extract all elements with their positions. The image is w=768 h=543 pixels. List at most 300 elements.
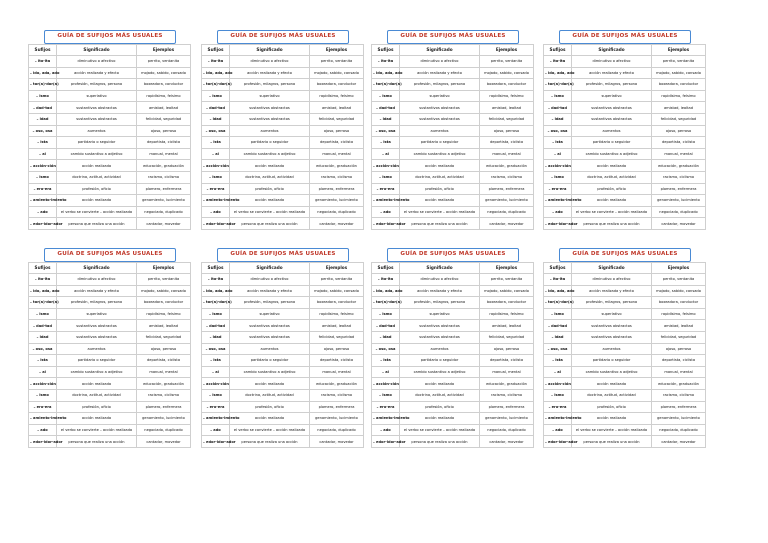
examples-cell: genamiento, lucimiento (652, 195, 706, 207)
header-meaning: Significado (230, 45, 310, 56)
examples-cell: boxeadora, conductor (137, 79, 191, 91)
examples-cell: felicidad, seguridad (652, 331, 706, 343)
meaning-cell: aumentos (230, 125, 310, 137)
examples-cell: boxeadora, conductor (480, 297, 534, 309)
meaning-cell: superlativo (572, 90, 652, 102)
meaning-cell: acción realizada (572, 378, 652, 390)
examples-cell: plomero, enfermera (310, 401, 364, 413)
suffix-cell: – ido, ada, ado (29, 285, 57, 297)
table-row (29, 389, 191, 401)
examples-cell: amistad, lealtad (310, 320, 364, 332)
meaning-cell: sustantivos abstractos (230, 320, 310, 332)
suffix-table (543, 44, 706, 230)
examples-cell: cantador, movedor (480, 436, 534, 448)
header-suffixes: Sufijos (372, 263, 400, 274)
table-row (29, 195, 191, 207)
meaning-cell: aumentos (230, 343, 310, 355)
meaning-cell: sustantivos abstractos (57, 320, 137, 332)
table-header-row (29, 45, 191, 56)
table-row (372, 297, 534, 309)
meaning-cell: diminutivo o afectivo (57, 274, 137, 286)
suffix-cell: – ido, ada, ado (544, 67, 572, 79)
table-row (29, 413, 191, 425)
suffix-guide-card (371, 248, 533, 445)
table-row (202, 171, 364, 183)
table-row (29, 378, 191, 390)
table-row (544, 125, 706, 137)
examples-cell: educación, graduación (480, 160, 534, 172)
header-examples: Ejemplos (652, 45, 706, 56)
table-row (544, 148, 706, 160)
header-suffixes: Sufijos (202, 45, 230, 56)
meaning-cell: cambio sustantivo a adjetivo (230, 366, 310, 378)
suffix-cell: – dad-tad (202, 102, 230, 114)
meaning-cell: sustantivos abstractos (57, 102, 137, 114)
examples-cell: racismo, ciclismo (137, 171, 191, 183)
suffix-cell: – ado (544, 206, 572, 218)
suffix-cell: – al (202, 148, 230, 160)
examples-cell: mojado, sabido, cansado (137, 67, 191, 79)
table-row (29, 56, 191, 68)
meaning-cell: aumentos (400, 125, 480, 137)
meaning-cell: cambio sustantivo a adjetivo (230, 148, 310, 160)
table-row (544, 401, 706, 413)
examples-cell: racismo, ciclismo (652, 171, 706, 183)
examples-cell: deportista, ciclista (652, 137, 706, 149)
suffix-cell: – ido, ada, ado (372, 285, 400, 297)
suffix-cell: – idad (202, 331, 230, 343)
examples-cell: plomero, enfermera (137, 183, 191, 195)
header-suffixes: Sufijos (544, 263, 572, 274)
suffix-guide-card (543, 30, 705, 227)
guide-title: GUÍA DE SUFIJOS MÁS USUALES (44, 30, 176, 44)
examples-cell: plomero, enfermera (310, 183, 364, 195)
header-examples: Ejemplos (310, 45, 364, 56)
examples-cell: deportista, ciclista (310, 355, 364, 367)
meaning-cell: partidario o seguidor (572, 355, 652, 367)
header-meaning: Significado (572, 263, 652, 274)
examples-cell: perrito, ventanita (310, 56, 364, 68)
suffix-cell: – ismo (29, 171, 57, 183)
table-row (29, 148, 191, 160)
table-row (202, 113, 364, 125)
meaning-cell: persona que realiza una acción (400, 218, 480, 230)
suffix-cell: – ero-era (372, 183, 400, 195)
meaning-cell: diminutivo o afectivo (572, 274, 652, 286)
suffix-cell: – ismo (29, 389, 57, 401)
meaning-cell: sustantivos abstractos (400, 320, 480, 332)
suffix-cell: – tor(a)-dor(a) (544, 79, 572, 91)
examples-cell: educación, graduación (137, 160, 191, 172)
suffix-guide-card (28, 248, 190, 445)
meaning-cell: sustantivos abstractos (400, 113, 480, 125)
meaning-cell: acción realizada (230, 413, 310, 425)
suffix-cell: – ado (544, 424, 572, 436)
examples-cell: mojado, sabido, cansado (652, 67, 706, 79)
examples-cell: educación, graduación (480, 378, 534, 390)
meaning-cell: diminutivo o afectivo (230, 274, 310, 286)
examples-cell: genamiento, lucimiento (137, 413, 191, 425)
examples-cell: ojoso, perroso (137, 125, 191, 137)
meaning-cell: aumentos (572, 343, 652, 355)
table-row (372, 436, 534, 448)
examples-cell: manual, mental (480, 366, 534, 378)
meaning-cell: profesión, oficio (230, 401, 310, 413)
examples-cell: amistad, lealtad (310, 102, 364, 114)
suffix-cell: – edor-idor-ador (544, 436, 572, 448)
table-header-row (202, 263, 364, 274)
meaning-cell: doctrina, actitud, actividad (230, 389, 310, 401)
table-row (544, 79, 706, 91)
suffix-cell: – ito-ita (29, 274, 57, 286)
table-row (372, 331, 534, 343)
suffix-cell: – ista (29, 137, 57, 149)
meaning-cell: acción realizada y efecto (57, 285, 137, 297)
header-meaning: Significado (572, 45, 652, 56)
header-examples: Ejemplos (480, 263, 534, 274)
examples-cell: rapidísimo, feísimo (652, 90, 706, 102)
suffix-cell: – ido, ada, ado (544, 285, 572, 297)
suffix-table (371, 262, 534, 448)
suffix-cell: – dad-tad (29, 102, 57, 114)
meaning-cell: acción realizada (230, 378, 310, 390)
meaning-cell: cambio sustantivo a adjetivo (57, 366, 137, 378)
table-row (372, 424, 534, 436)
meaning-cell: aumentos (572, 125, 652, 137)
meaning-cell: profesión, oficio (400, 183, 480, 195)
header-suffixes: Sufijos (202, 263, 230, 274)
suffix-cell: – ismo (202, 389, 230, 401)
meaning-cell: superlativo (230, 308, 310, 320)
suffix-cell: – ado (372, 206, 400, 218)
meaning-cell: diminutivo o afectivo (572, 56, 652, 68)
suffix-cell: – ista (202, 355, 230, 367)
table-row (372, 102, 534, 114)
suffix-cell: – dad-tad (372, 320, 400, 332)
examples-cell: negociado, duplicado (137, 424, 191, 436)
meaning-cell: profesión, oficio (572, 183, 652, 195)
suffix-cell: – ista (544, 355, 572, 367)
header-examples: Ejemplos (137, 45, 191, 56)
suffix-cell: – ismo (372, 171, 400, 183)
suffix-cell: – acción-ción (372, 378, 400, 390)
examples-cell: genamiento, lucimiento (480, 413, 534, 425)
meaning-cell: el verbo se convierte – acción realizada (57, 206, 137, 218)
table-row (202, 424, 364, 436)
suffix-cell: – ismo (544, 171, 572, 183)
suffix-table (371, 44, 534, 230)
meaning-cell: superlativo (572, 308, 652, 320)
examples-cell: felicidad, seguridad (137, 113, 191, 125)
examples-cell: rapidísimo, feísimo (310, 308, 364, 320)
suffix-cell: – idad (544, 331, 572, 343)
examples-cell: rapidísimo, feísimo (137, 90, 191, 102)
suffix-cell: – oso, osa (202, 125, 230, 137)
examples-cell: manual, mental (480, 148, 534, 160)
examples-cell: felicidad, seguridad (652, 113, 706, 125)
meaning-cell: superlativo (230, 90, 310, 102)
meaning-cell: aumentos (400, 343, 480, 355)
suffix-cell: – acción-ción (544, 378, 572, 390)
meaning-cell: doctrina, actitud, actividad (57, 389, 137, 401)
suffix-cell: – amiento-imiento (372, 413, 400, 425)
examples-cell: amistad, lealtad (652, 102, 706, 114)
header-examples: Ejemplos (137, 263, 191, 274)
suffix-cell: – amiento-imiento (544, 195, 572, 207)
suffix-cell: – tor(a)-dor(a) (372, 297, 400, 309)
guide-title: GUÍA DE SUFIJOS MÁS USUALES (559, 248, 691, 262)
meaning-cell: acción realizada (400, 160, 480, 172)
examples-cell: plomero, enfermera (137, 401, 191, 413)
meaning-cell: acción realizada (400, 195, 480, 207)
table-row (372, 285, 534, 297)
table-row (202, 218, 364, 230)
meaning-cell: superlativo (57, 90, 137, 102)
meaning-cell: acción realizada (572, 160, 652, 172)
examples-cell: manual, mental (137, 366, 191, 378)
table-row (202, 148, 364, 160)
table-row (29, 218, 191, 230)
examples-cell: boxeadora, conductor (652, 79, 706, 91)
meaning-cell: partidario o seguidor (230, 137, 310, 149)
meaning-cell: el verbo se convierte – acción realizada (400, 206, 480, 218)
suffix-cell: – edor-idor-ador (29, 218, 57, 230)
suffix-cell: – ista (202, 137, 230, 149)
table-row (544, 355, 706, 367)
table-row (202, 67, 364, 79)
examples-cell: plomero, enfermera (480, 401, 534, 413)
table-header-row (544, 45, 706, 56)
examples-cell: mojado, sabido, cansado (137, 285, 191, 297)
table-header-row (29, 263, 191, 274)
suffix-cell: – ero-era (202, 183, 230, 195)
meaning-cell: profesión, milagros, persona (400, 297, 480, 309)
meaning-cell: diminutivo o afectivo (57, 56, 137, 68)
meaning-cell: acción realizada y efecto (57, 67, 137, 79)
table-row (29, 160, 191, 172)
table-row (29, 331, 191, 343)
examples-cell: perrito, ventanita (652, 274, 706, 286)
examples-cell: racismo, ciclismo (310, 171, 364, 183)
suffix-cell: – ismo (372, 90, 400, 102)
table-row (29, 355, 191, 367)
suffix-cell: – ado (29, 424, 57, 436)
table-row (372, 195, 534, 207)
examples-cell: amistad, lealtad (137, 320, 191, 332)
meaning-cell: persona que realiza una acción (572, 436, 652, 448)
guide-title: GUÍA DE SUFIJOS MÁS USUALES (217, 248, 349, 262)
table-header-row (202, 45, 364, 56)
suffix-cell: – ado (372, 424, 400, 436)
meaning-cell: profesión, milagros, persona (572, 297, 652, 309)
examples-cell: mojado, sabido, cansado (652, 285, 706, 297)
meaning-cell: cambio sustantivo a adjetivo (57, 148, 137, 160)
suffix-cell: – ito-ita (202, 274, 230, 286)
suffix-cell: – acción-ción (29, 378, 57, 390)
table-row (544, 274, 706, 286)
suffix-cell: – ismo (202, 171, 230, 183)
examples-cell: manual, mental (652, 366, 706, 378)
suffix-cell: – ismo (29, 90, 57, 102)
examples-cell: deportista, ciclista (137, 355, 191, 367)
meaning-cell: profesión, milagros, persona (230, 297, 310, 309)
table-row (544, 90, 706, 102)
header-suffixes: Sufijos (544, 45, 572, 56)
suffix-cell: – idad (202, 113, 230, 125)
examples-cell: negociado, duplicado (652, 206, 706, 218)
meaning-cell: superlativo (57, 308, 137, 320)
suffix-cell: – ero-era (29, 183, 57, 195)
header-suffixes: Sufijos (372, 45, 400, 56)
meaning-cell: profesión, milagros, persona (230, 79, 310, 91)
examples-cell: amistad, lealtad (480, 102, 534, 114)
table-row (29, 125, 191, 137)
header-meaning: Significado (57, 45, 137, 56)
meaning-cell: doctrina, actitud, actividad (400, 389, 480, 401)
examples-cell: educación, graduación (652, 378, 706, 390)
suffix-cell: – al (29, 366, 57, 378)
meaning-cell: doctrina, actitud, actividad (230, 171, 310, 183)
table-row (544, 424, 706, 436)
table-row (202, 436, 364, 448)
meaning-cell: el verbo se convierte – acción realizada (230, 424, 310, 436)
meaning-cell: persona que realiza una acción (230, 436, 310, 448)
table-row (202, 90, 364, 102)
suffix-cell: – ito-ita (372, 56, 400, 68)
meaning-cell: sustantivos abstractos (230, 331, 310, 343)
examples-cell: deportista, ciclista (310, 137, 364, 149)
table-row (202, 355, 364, 367)
examples-cell: ojoso, perroso (310, 343, 364, 355)
meaning-cell: doctrina, actitud, actividad (57, 171, 137, 183)
examples-cell: cantador, movedor (310, 218, 364, 230)
table-row (544, 308, 706, 320)
meaning-cell: profesión, oficio (57, 183, 137, 195)
meaning-cell: acción realizada y efecto (230, 285, 310, 297)
suffix-cell: – dad-tad (544, 320, 572, 332)
table-row (544, 171, 706, 183)
suffix-cell: – acción-ción (544, 160, 572, 172)
meaning-cell: sustantivos abstractos (572, 102, 652, 114)
meaning-cell: diminutivo o afectivo (400, 274, 480, 286)
suffix-cell: – edor-idor-ador (544, 218, 572, 230)
table-header-row (372, 263, 534, 274)
meaning-cell: persona que realiza una acción (572, 218, 652, 230)
examples-cell: boxeadora, conductor (480, 79, 534, 91)
guide-title: GUÍA DE SUFIJOS MÁS USUALES (387, 30, 519, 44)
table-row (29, 401, 191, 413)
meaning-cell: acción realizada (57, 378, 137, 390)
suffix-cell: – amiento-imiento (29, 195, 57, 207)
table-row (544, 113, 706, 125)
table-row (372, 206, 534, 218)
examples-cell: cantador, movedor (137, 436, 191, 448)
table-row (29, 436, 191, 448)
table-row (372, 90, 534, 102)
examples-cell: cantador, movedor (310, 436, 364, 448)
suffix-cell: – oso, osa (29, 125, 57, 137)
examples-cell: plomero, enfermera (652, 183, 706, 195)
examples-cell: genamiento, lucimiento (652, 413, 706, 425)
examples-cell: ojoso, perroso (310, 125, 364, 137)
meaning-cell: sustantivos abstractos (230, 113, 310, 125)
examples-cell: perrito, ventanita (137, 56, 191, 68)
table-row (544, 285, 706, 297)
suffix-cell: – amiento-imiento (372, 195, 400, 207)
table-row (202, 320, 364, 332)
examples-cell: manual, mental (310, 148, 364, 160)
suffix-cell: – amiento-imiento (202, 413, 230, 425)
suffix-cell: – oso, osa (544, 343, 572, 355)
meaning-cell: cambio sustantivo a adjetivo (400, 148, 480, 160)
suffix-cell: – ero-era (372, 401, 400, 413)
meaning-cell: acción realizada (230, 160, 310, 172)
header-examples: Ejemplos (480, 45, 534, 56)
examples-cell: genamiento, lucimiento (480, 195, 534, 207)
header-examples: Ejemplos (652, 263, 706, 274)
suffix-cell: – dad-tad (202, 320, 230, 332)
header-suffixes: Sufijos (29, 263, 57, 274)
examples-cell: perrito, ventanita (480, 56, 534, 68)
examples-cell: negociado, duplicado (310, 206, 364, 218)
examples-cell: plomero, enfermera (652, 401, 706, 413)
meaning-cell: sustantivos abstractos (57, 331, 137, 343)
suffix-cell: – tor(a)-dor(a) (202, 79, 230, 91)
suffix-cell: – edor-idor-ador (29, 436, 57, 448)
meaning-cell: profesión, oficio (230, 183, 310, 195)
suffix-cell: – oso, osa (202, 343, 230, 355)
table-row (202, 297, 364, 309)
suffix-cell: – acción-ción (372, 160, 400, 172)
table-row (372, 343, 534, 355)
examples-cell: cantador, movedor (652, 436, 706, 448)
examples-cell: cantador, movedor (137, 218, 191, 230)
examples-cell: amistad, lealtad (480, 320, 534, 332)
examples-cell: ojoso, perroso (480, 343, 534, 355)
suffix-cell: – ista (544, 137, 572, 149)
table-row (544, 366, 706, 378)
examples-cell: mojado, sabido, cansado (480, 67, 534, 79)
suffix-cell: – ismo (202, 308, 230, 320)
table-row (29, 308, 191, 320)
examples-cell: rapidísimo, feísimo (310, 90, 364, 102)
meaning-cell: sustantivos abstractos (400, 331, 480, 343)
meaning-cell: profesión, oficio (400, 401, 480, 413)
examples-cell: perrito, ventanita (652, 56, 706, 68)
table-row (202, 389, 364, 401)
suffix-cell: – idad (29, 113, 57, 125)
meaning-cell: doctrina, actitud, actividad (572, 389, 652, 401)
meaning-cell: cambio sustantivo a adjetivo (572, 148, 652, 160)
header-meaning: Significado (230, 263, 310, 274)
suffix-cell: – ismo (372, 308, 400, 320)
header-examples: Ejemplos (310, 263, 364, 274)
suffix-guide-card (201, 30, 363, 227)
examples-cell: deportista, ciclista (480, 137, 534, 149)
examples-cell: mojado, sabido, cansado (310, 67, 364, 79)
table-row (29, 113, 191, 125)
examples-cell: mojado, sabido, cansado (480, 285, 534, 297)
table-row (29, 343, 191, 355)
examples-cell: educación, graduación (137, 378, 191, 390)
examples-cell: boxeadora, conductor (310, 297, 364, 309)
suffix-table (28, 44, 191, 230)
examples-cell: racismo, ciclismo (480, 171, 534, 183)
header-meaning: Significado (400, 45, 480, 56)
table-row (29, 285, 191, 297)
meaning-cell: profesión, milagros, persona (57, 297, 137, 309)
table-row (372, 401, 534, 413)
